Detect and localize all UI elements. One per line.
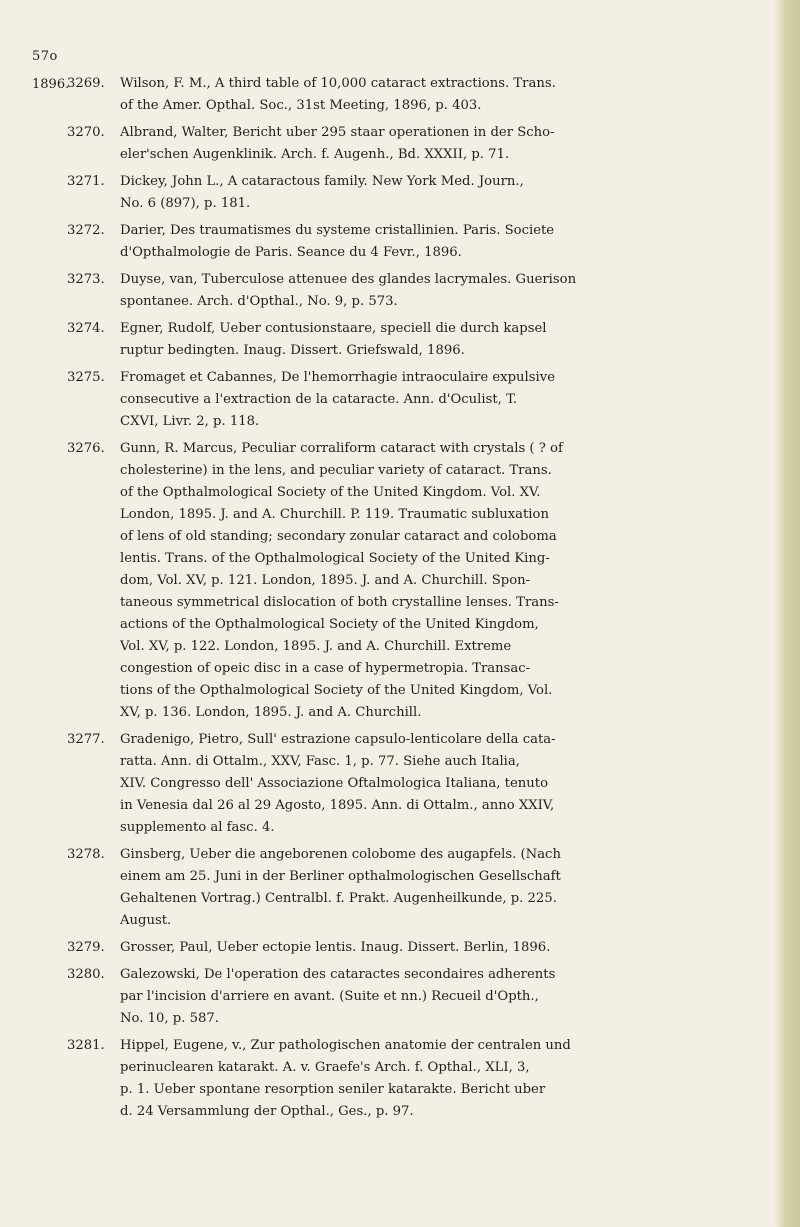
entry-number: 3280. bbox=[67, 967, 105, 982]
entry-line: Darier, Des traumatismes du systeme cristallinien. Paris. Societe bbox=[120, 223, 555, 238]
entry-line: ratta. Ann. di Ottalm., XXV, Fasc. 1, p. 77. Siehe auch Italia, bbox=[120, 754, 520, 769]
entry-number: 3270. bbox=[67, 125, 105, 140]
entry-text bbox=[120, 171, 720, 215]
entry-line: Albrand, Walter, Bericht uber 295 staar operationen in der Scho- bbox=[120, 125, 555, 140]
entry-text bbox=[120, 122, 720, 166]
entry-line: Dickey, John L., A cataractous family. New York Med. Journ., bbox=[120, 174, 524, 189]
entry-number: 3271. bbox=[67, 174, 105, 189]
bibliography-entry bbox=[0, 438, 760, 724]
entry-line: August. bbox=[120, 913, 172, 928]
bibliography-entry bbox=[0, 122, 760, 166]
bibliography-entry bbox=[0, 1035, 760, 1123]
entry-text bbox=[120, 438, 720, 724]
entry-number: 3269. bbox=[67, 76, 105, 91]
entry-line: d. 24 Versammlung der Opthal., Ges., p. 97. bbox=[120, 1104, 414, 1119]
entry-number: 3279. bbox=[67, 940, 105, 955]
entry-number: 3277. bbox=[67, 732, 105, 747]
entry-line: Duyse, van, Tuberculose attenuee des glandes lacrymales. Guerison bbox=[120, 272, 577, 287]
bibliography-list bbox=[0, 73, 760, 1128]
bibliography-entry bbox=[0, 171, 760, 215]
entry-line: taneous symmetrical dislocation of both crystalline lenses. Trans- bbox=[120, 595, 559, 610]
entry-line: London, 1895. J. and A. Churchill. P. 119. Traumatic subluxation bbox=[120, 507, 549, 522]
entry-line: dom, Vol. XV, p. 121. London, 1895. J. and A. Churchill. Spon- bbox=[120, 573, 531, 588]
entry-line: Gunn, R. Marcus, Peculiar corraliform cataract with crystals ( ? of bbox=[120, 441, 563, 456]
bibliography-entry bbox=[0, 73, 760, 117]
entry-line: actions of the Opthalmological Society of the United Kingdom, bbox=[120, 617, 539, 632]
entry-line: congestion of opeic disc in a case of hypermetropia. Transac- bbox=[120, 661, 531, 676]
entry-number: 3276. bbox=[67, 441, 105, 456]
entry-line: CXVI, Livr. 2, p. 118. bbox=[120, 414, 260, 429]
entry-line: of the Opthalmological Society of the United Kingdom. Vol. XV. bbox=[120, 485, 541, 500]
entry-line: in Venesia dal 26 al 29 Agosto, 1895. Ann. di Ottalm., anno XXIV, bbox=[120, 798, 555, 813]
entry-line: Egner, Rudolf, Ueber contusionstaare, speciell die durch kapsel bbox=[120, 321, 547, 336]
bibliography-entry bbox=[0, 367, 760, 433]
entry-number: 3273. bbox=[67, 272, 105, 287]
entry-line: Ginsberg, Ueber die angeborenen colobome des augapfels. (Nach bbox=[120, 847, 561, 862]
entry-line: XIV. Congresso dell' Associazione Oftalmologica Italiana, tenuto bbox=[120, 776, 549, 791]
entry-text bbox=[120, 964, 720, 1030]
entry-line: No. 6 (897), p. 181. bbox=[120, 196, 251, 211]
entry-text bbox=[120, 729, 720, 839]
entry-line: Grosser, Paul, Ueber ectopie lentis. Inaug. Dissert. Berlin, 1896. bbox=[120, 940, 551, 955]
entry-line: lentis. Trans. of the Opthalmological Society of the United King- bbox=[120, 551, 550, 566]
entry-text bbox=[120, 367, 720, 433]
entry-line: Wilson, F. M., A third table of 10,000 cataract extractions. Trans. bbox=[120, 76, 556, 91]
bibliography-entry bbox=[0, 937, 760, 959]
entry-number: 3278. bbox=[67, 847, 105, 862]
entry-line: Gehaltenen Vortrag.) Centralbl. f. Prakt. Augenheilkunde, p. 225. bbox=[120, 891, 557, 906]
bibliography-entry bbox=[0, 220, 760, 264]
entry-line: einem am 25. Juni in der Berliner opthalmologischen Gesellschaft bbox=[120, 869, 561, 884]
entry-text bbox=[120, 1035, 720, 1123]
entry-line: of the Amer. Opthal. Soc., 31st Meeting, 1896, p. 403. bbox=[120, 98, 482, 113]
page-edge-shadow bbox=[774, 0, 800, 1227]
bibliography-entry bbox=[0, 964, 760, 1030]
entry-number: 3281. bbox=[67, 1038, 105, 1053]
entry-number: 3274. bbox=[67, 321, 105, 336]
entry-line: Fromaget et Cabannes, De l'hemorrhagie intraoculaire expulsive bbox=[120, 370, 555, 385]
entry-text bbox=[120, 73, 720, 117]
entry-line: Gradenigo, Pietro, Sull' estrazione capsulo-lenticolare della cata- bbox=[120, 732, 556, 747]
bibliography-entry bbox=[0, 844, 760, 932]
entry-line: eler'schen Augenklinik. Arch. f. Augenh., Bd. XXXII, p. 71. bbox=[120, 147, 510, 162]
entry-number: 3272. bbox=[67, 223, 105, 238]
entry-line: par l'incision d'arriere en avant. (Suite et nn.) Recueil d'Opth., bbox=[120, 989, 539, 1004]
page-number: 57o bbox=[32, 49, 58, 64]
entry-text bbox=[120, 269, 720, 313]
entry-line: of lens of old standing; secondary zonular cataract and coloboma bbox=[120, 529, 557, 544]
entry-text bbox=[120, 220, 720, 264]
entry-line: d'Opthalmologie de Paris. Seance du 4 Fevr., 1896. bbox=[120, 245, 462, 260]
entry-line: spontanee. Arch. d'Opthal., No. 9, p. 573. bbox=[120, 294, 398, 309]
entry-line: supplemento al fasc. 4. bbox=[120, 820, 275, 835]
entry-text bbox=[120, 937, 720, 959]
bibliography-entry bbox=[0, 729, 760, 839]
entry-line: Hippel, Eugene, v., Zur pathologischen anatomie der centralen und bbox=[120, 1038, 571, 1053]
year-marker: 1896. bbox=[32, 77, 70, 92]
entry-line: p. 1. Ueber spontane resorption seniler katarakte. Bericht uber bbox=[120, 1082, 546, 1097]
entry-text bbox=[120, 318, 720, 362]
entry-line: XV, p. 136. London, 1895. J. and A. Churchill. bbox=[120, 705, 422, 720]
entry-text bbox=[120, 844, 720, 932]
bibliography-entry bbox=[0, 318, 760, 362]
entry-line: tions of the Opthalmological Society of the United Kingdom, Vol. bbox=[120, 683, 553, 698]
entry-number: 3275. bbox=[67, 370, 105, 385]
entry-line: ruptur bedingten. Inaug. Dissert. Griefswald, 1896. bbox=[120, 343, 465, 358]
entry-line: Galezowski, De l'operation des cataractes secondaires adherents bbox=[120, 967, 556, 982]
entry-line: No. 10, p. 587. bbox=[120, 1011, 219, 1026]
entry-line: perinuclearen katarakt. A. v. Graefe's Arch. f. Opthal., XLI, 3, bbox=[120, 1060, 530, 1075]
bibliography-entry bbox=[0, 269, 760, 313]
entry-line: Vol. XV, p. 122. London, 1895. J. and A. Churchill. Extreme bbox=[120, 639, 512, 654]
entry-line: consecutive a l'extraction de la cataracte. Ann. d'Oculist, T. bbox=[120, 392, 518, 407]
entry-line: cholesterine) in the lens, and peculiar variety of cataract. Trans. bbox=[120, 463, 552, 478]
